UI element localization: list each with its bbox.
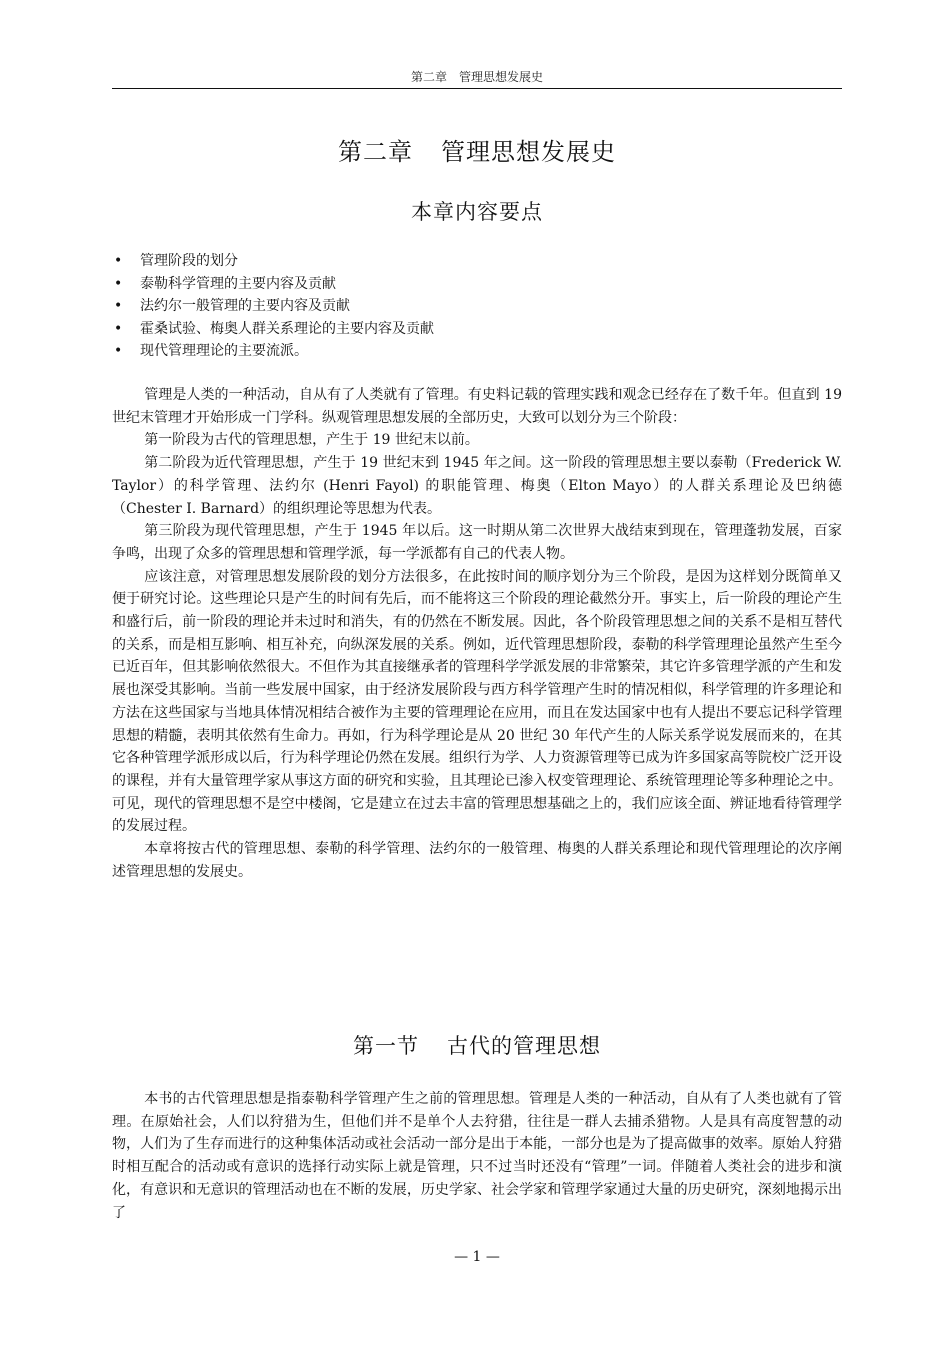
chapter-number: 第二章 [338, 138, 413, 166]
body-paragraph: 第三阶段为现代管理思想，产生于 1945 年以后。这一时期从第二次世界大战结束到现在，管理蓬勃发展，百家争鸣，出现了众多的管理思想和管理学派，每一学派都有自己的代表人物。 [112, 523, 842, 562]
chapter-title [112, 136, 842, 168]
body-paragraph: 第二阶段为近代管理思想，产生于 19 世纪末到 1945 年之间。这一阶段的管理思想主要以泰勒（Frederick W. Taylor）的科学管理、法约尔 (Henri Fayol) 的职能管理、梅奥（Elton Mayo）的人群关系理论及巴纳德（Chester I. Barnard）的组织理论等思想为代表。 [112, 455, 842, 517]
list-item-text: 法约尔一般管理的主要内容及贡献 [140, 298, 350, 314]
body-paragraph: 第一阶段为古代的管理思想，产生于 19 世纪末以前。 [144, 432, 479, 449]
section-name: 古代的管理思想 [447, 1034, 601, 1058]
list-item-text: 泰勒科学管理的主要内容及贡献 [140, 275, 336, 292]
list-item-text: 霍桑试验、梅奥人群关系理论的主要内容及贡献 [140, 320, 434, 337]
body-paragraph: 管理是人类的一种活动，自从有了人类就有了管理。有史料记载的管理实践和观念已经存在了数千年。但直到 19 世纪末管理才开始形成一门学科。纵观管理思想发展的全部历史，大致可以划分为三个阶段： [112, 387, 842, 426]
list-item [112, 340, 842, 363]
bullet-icon: • [114, 275, 123, 292]
section-number: 第一节 [353, 1034, 419, 1058]
list-item-text: 现代管理理论的主要流派。 [140, 343, 308, 359]
list-item-text: 管理阶段的划分 [140, 253, 238, 269]
list-item [112, 250, 842, 273]
chapter-name: 管理思想发展史 [441, 138, 616, 166]
section-body [112, 1088, 842, 1224]
bullet-icon: • [114, 320, 123, 337]
key-points-title: 本章内容要点 [411, 200, 543, 224]
section-title [112, 1032, 842, 1060]
list-item [112, 295, 842, 318]
bullet-icon: • [114, 253, 123, 269]
body-paragraph: 本书的古代管理思想是指泰勒科学管理产生之前的管理思想。管理是人类的一种活动，自从有了人类也就有了管理。在原始社会，人们以狩猎为生，但他们并不是单个人去狩猎，往往是一群人去捕杀猎物。人是具有高度智慧的动物，人们为了生存而进行的这种集体活动或社会活动一部分是出于本能，一部分也是为了提高做事的效率。原始人狩猎时相互配合的活动或有意识的选择行动实际上就是管理，只不过当时还没有“管理”一词。伴随着人类社会的进步和演化，有意识和无意识的管理活动也在不断的发展，历史学家、社会学家和管理学家通过大量的历史研究，深刻地揭示出了 [112, 1091, 842, 1221]
body-paragraph: 应该注意，对管理思想发展阶段的划分方法很多，在此按时间的顺序划分为三个阶段，是因为这样划分既简单又便于研究讨论。这些理论只是产生的时间有先后，而不能将这三个阶段的理论截然分开。事实上，后一阶段的理论产生和盛行后，前一阶段的理论并未过时和消失，有的仍然在不断发展。因此，各个阶段管理思想之间的关系不是相互替代的关系，而是相互影响、相互补充，向纵深发展的关系。例如，近代管理思想阶段，泰勒的科学管理理论虽然产生至今已近百年，但其影响依然很大。不但作为其直接继承者的管理科学学派发展的非常繁荣，其它许多管理学派的产生和发展也深受其影响。当前一些发展中国家，由于经济发展阶段与西方科学管理产生时的情况相似，科学管理的许多理论和方法在这些国家与当地具体情况相结合被作为主要的管理理论在应用，而且在发达国家中也有人提出不要忘记科学管理思想的精髓，表明其依然有生命力。再如，行为科学理论是从 20 世纪 30 年代产生的人际关系学说发展而来的，在其它各种管理学派形成以后，行为科学理论仍然在发展。组织行为学、人力资源管理等已成为许多国家高等院校广泛开设的课程，并有大量管理学家从事这方面的研究和实验，且其理论已渗入权变管理理论、系统管理理论等多种理论之中。可见，现代的管理思想不是空中楼阁，它是建立在过去丰富的管理思想基础之上的，我们应该全面、辨证地看待管理学的发展过程。 [112, 568, 842, 835]
bullet-icon: • [114, 298, 123, 314]
key-points-list [112, 250, 842, 363]
running-header: 第二章 管理思想发展史 [410, 70, 543, 84]
body-paragraph: 本章将按古代的管理思想、泰勒的科学管理、法约尔的一般管理、梅奥的人群关系理论和现代管理理论的次序阐述管理思想的发展史。 [112, 841, 842, 880]
intro-body [112, 384, 842, 883]
list-item [112, 318, 842, 341]
bullet-icon: • [114, 343, 123, 359]
list-item [112, 273, 842, 296]
page-number: — 1 — [454, 1249, 500, 1265]
header-rule [112, 88, 842, 89]
